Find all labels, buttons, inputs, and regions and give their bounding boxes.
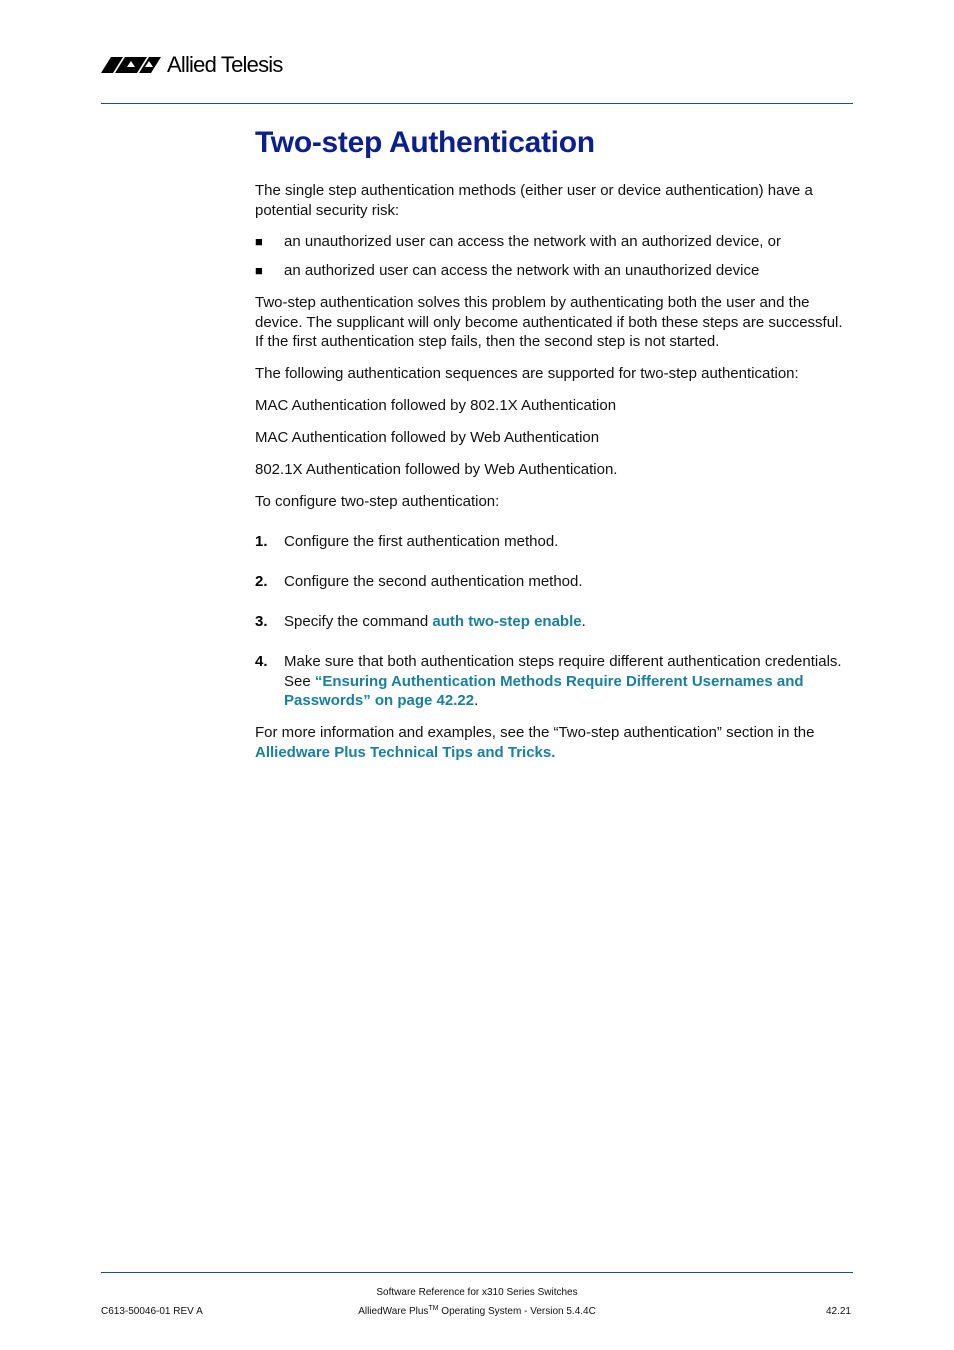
cross-reference-link[interactable]: “Ensuring Authentication Methods Require Different Usernames and Passwords” on page 42.22 <box>284 672 804 709</box>
footer-doc-id: C613-50046-01 REV A <box>101 1306 203 1317</box>
footer-version: Operating System - Version 5.4.4C <box>438 1306 596 1317</box>
tips-and-tricks-link[interactable]: Alliedware Plus Technical Tips and Tricks. <box>255 743 556 761</box>
command-link[interactable]: auth two-step enable <box>432 613 582 630</box>
step-text-pre: Specify the command <box>284 613 433 630</box>
logo-wordmark: Allied Telesis <box>167 52 283 77</box>
company-logo <box>101 50 283 80</box>
sequence-item: MAC Authentication followed by Web Authentication <box>255 429 600 446</box>
trademark-sup: TM <box>428 1305 439 1312</box>
list-item: an unauthorized user can access the network with an authorized device, or <box>284 233 781 250</box>
step-number: 2. <box>255 573 268 590</box>
sequence-item: 802.1X Authentication followed by Web Authentication. <box>255 461 618 478</box>
step-text-pre: Make sure that both authentication steps require different authentication credentials. See <box>284 653 842 690</box>
intro-paragraph: The single step authentication methods (either user or device authentication) have a potential security risk: <box>255 182 813 219</box>
step-text: Configure the second authentication method. <box>284 573 583 590</box>
bullet-marker: ■ <box>255 234 263 249</box>
step-text-post: . <box>474 692 479 709</box>
step-number: 4. <box>255 653 268 670</box>
footer-os-version <box>0 1306 954 1318</box>
sequences-intro: The following authentication sequences are supported for two-step authentication: <box>255 365 799 382</box>
step-text <box>284 612 856 632</box>
step-text: Configure the first authentication method. <box>284 533 559 550</box>
footer-product: AlliedWare Plus <box>358 1306 429 1317</box>
step-number: 1. <box>255 533 268 550</box>
step-text <box>284 652 856 711</box>
more-info-text: For more information and examples, see the “Two-step authentication” section in the <box>255 724 815 741</box>
page-number: 42.21 <box>825 1306 851 1317</box>
list-item: an authorized user can access the network with an unauthorized device <box>284 262 760 279</box>
allied-telesis-logo-icon <box>101 55 163 75</box>
step-number: 3. <box>255 613 268 630</box>
footer-title: Software Reference for x310 Series Switches <box>376 1287 578 1298</box>
step-text-post: . <box>581 613 586 630</box>
bullet-marker: ■ <box>255 263 263 278</box>
footer-rule <box>101 1272 853 1273</box>
header-rule <box>101 103 853 104</box>
page-title: Two-step Authentication <box>255 126 595 159</box>
more-info-paragraph <box>255 723 855 762</box>
explanation-paragraph: Two-step authentication solves this problem by authenticating both the user and the device. The supplicant will only become authenticated if both these steps are successful. If the first authentication step fails, then the second step is not started. <box>255 294 843 350</box>
configure-intro: To configure two-step authentication: <box>255 493 500 510</box>
sequence-item: MAC Authentication followed by 802.1X Authentication <box>255 397 617 414</box>
